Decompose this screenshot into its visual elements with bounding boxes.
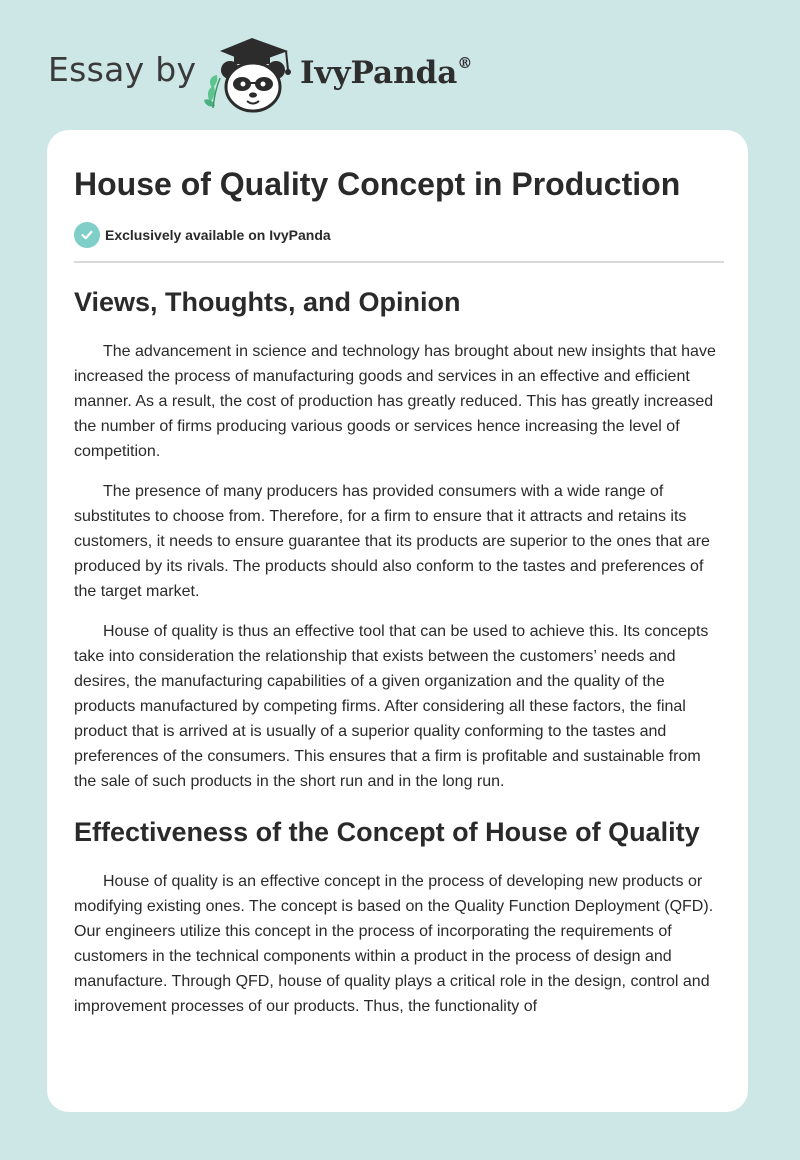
check-circle-icon — [74, 222, 100, 248]
exclusive-badge-label: Exclusively available on IvyPanda — [105, 227, 331, 243]
title-divider — [74, 261, 724, 263]
section-heading: Effectiveness of the Concept of House of Quality — [74, 817, 700, 847]
article-card — [47, 130, 748, 1112]
essay-by-label: Essay by — [48, 50, 197, 89]
section-heading: Views, Thoughts, and Opinion — [74, 287, 461, 317]
page-title: House of Quality Concept in Production — [74, 166, 681, 202]
paragraph: The presence of many producers has provided consumers with a wide range of substitutes to choose from. Therefore, for a firm to ensure that it attracts and retains its customers, it needs to ensure guarantee that its products are superior to the ones that are produced by its rivals. The products should also conform to the tastes and preferences of the target market. — [74, 483, 710, 600]
paragraph: House of quality is thus an effective tool that can be used to achieve this. Its concepts take into consideration the relationship that exists between the customers’ needs and desires, the manufacturing capabilities of a given organization and the quality of the products manufactured by competing firms. After considering all these factors, the final product that is arrived at is usually of a superior quality conforming to the tastes and preferences of the consumers. This ensures that a firm is profitable and sustainable from the sale of such products in the short run and in the long run. — [74, 623, 709, 790]
brand-name[interactable]: IvyPanda® — [300, 53, 473, 91]
site-header — [0, 0, 800, 125]
paragraph: House of quality is an effective concept in the process of developing new products or modifying existing ones. The concept is based on the Quality Function Deployment (QFD). Our engineers utilize this concept in the process of incorporating the requirements of customers in the technical components within a product in the process of design and manufacture. Through QFD, house of quality plays a critical role in the design, control and improvement processes of our products. Thus, the functionality of — [74, 873, 714, 1015]
article-content — [74, 283, 724, 1034]
panda-graduate-icon[interactable] — [200, 32, 296, 114]
exclusive-badge — [74, 222, 331, 248]
registered-mark: ® — [457, 53, 473, 72]
paragraph: The advancement in science and technology has brought about new insights that have increased the process of manufacturing goods and services in an effective and efficient manner. As a result, the cost of production has greatly reduced. This has greatly increased the number of firms producing various goods or services hence increasing the level of competition. — [74, 343, 716, 460]
